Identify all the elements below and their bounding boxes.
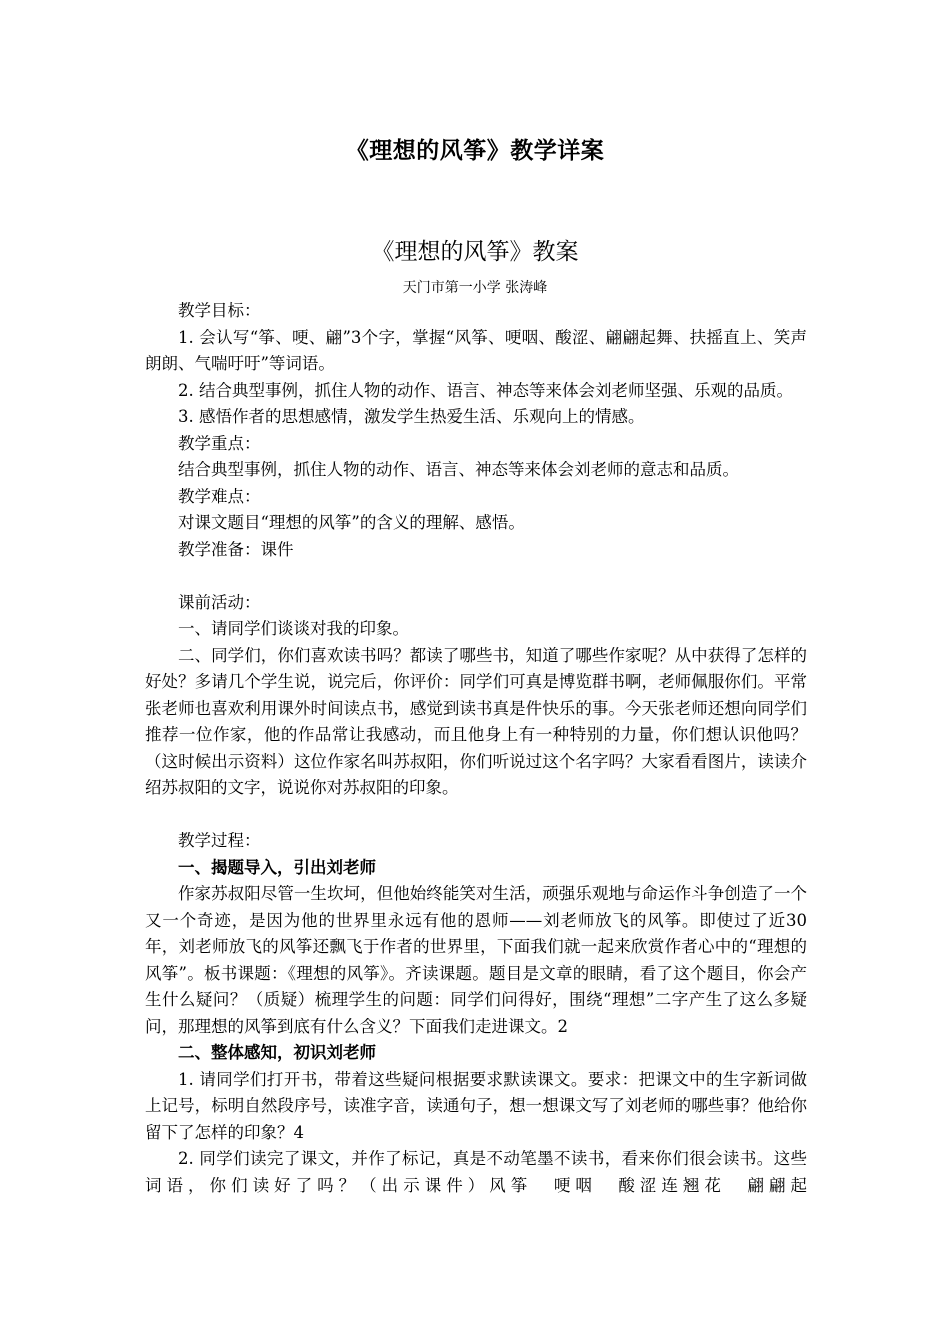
section-heading: 一、揭题导入，引出刘老师	[178, 857, 376, 877]
section-heading: 二、整体感知，初识刘老师	[178, 1043, 376, 1062]
paragraph: 作家苏叔阳尽管一生坎坷，但他始终能笑对生活，顽强乐观地与命运作斗争创造了一个又一个奇迹，是因为他的世界里永远有他的恩师——刘老师放飞的风筝。即使过了近30年，刘老师放飞的风筝还飘飞于作者的世界里，下面我们就一起来欣赏作者心中的“理想的风筝”。板书课题：《理想的风筝》。齐读课题。题目是文章的眼睛，看了这个题目，你会产生什么疑问？（质疑）梳理学生的问题：同学们问得好，围绕“理想”二字产生了这么多疑问，那理想的风筝到底有什么含义？下面我们走进课文。2	[145, 884, 807, 1036]
paragraph: 二、同学们，你们喜欢读书吗？都读了哪些书，知道了哪些作家呢？从中获得了怎样的好处？多请几个学生说，说完后，你评价：同学们可真是博览群书啊，老师佩服你们。平常张老师也喜欢利用课外时间读点书，感觉到读书真是件快乐的事。今天张老师还想向同学们推荐一位作家，他的作品常让我感动，而且他身上有一种特别的力量，你们想认识他吗？（这时候出示资料）这位作家名叫苏叔阳，你们听说过这个名字吗？大家看看图片，读读介绍苏叔阳的文字，说说你对苏叔阳的印象。	[145, 645, 807, 797]
paragraph: 1. 会认写“筝、哽、翩”3个字，掌握“风筝、哽咽、酸涩、翩翩起舞、扶摇直上、笑声朗朗、气喘吁吁”等词语。	[145, 327, 807, 373]
paragraph: 对课文题目“理想的风筝”的含义的理解、感悟。	[178, 513, 525, 532]
document-body	[145, 298, 807, 1199]
document-title: 《理想的风筝》教学详案	[345, 138, 605, 164]
paragraph: 教学目标：	[178, 301, 261, 320]
lesson-plan-subtitle: 《理想的风筝》教案	[371, 239, 579, 265]
paragraph: 2. 结合典型事例，抓住人物的动作、语言、神态等来体会刘老师坚强、乐观的品质。	[178, 380, 793, 400]
paragraph: 教学重点：	[178, 433, 261, 453]
paragraph: 一、请同学们谈谈对我的印象。	[178, 619, 409, 638]
paragraph: 课前活动：	[178, 592, 261, 612]
paragraph: 2. 同学们读完了课文，并作了标记，真是不动笔墨不读书，看来你们很会读书。这些词语，你们读好了吗？（出示课件）风筝 哽咽 酸涩连翘花 翩翩起	[145, 1149, 807, 1195]
paragraph: 3. 感悟作者的思想感情，激发学生热爱生活、乐观向上的情感。	[178, 407, 645, 426]
paragraph: 1. 请同学们打开书，带着这些疑问根据要求默读课文。要求：把课文中的生字新词做上记号，标明自然段序号，读准字音，读通句子，想一想课文写了刘老师的哪些事？他给你留下了怎样的印象？4	[145, 1069, 807, 1142]
blank-line	[145, 563, 807, 590]
blank-line	[145, 802, 807, 829]
paragraph: 结合典型事例，抓住人物的动作、语言、神态等来体会刘老师的意志和品质。	[178, 460, 739, 479]
paragraph: 教学准备：课件	[178, 539, 294, 559]
author-line: 天门市第一小学 张涛峰	[402, 280, 548, 296]
paragraph: 教学难点：	[178, 486, 261, 506]
paragraph: 教学过程：	[178, 831, 261, 850]
